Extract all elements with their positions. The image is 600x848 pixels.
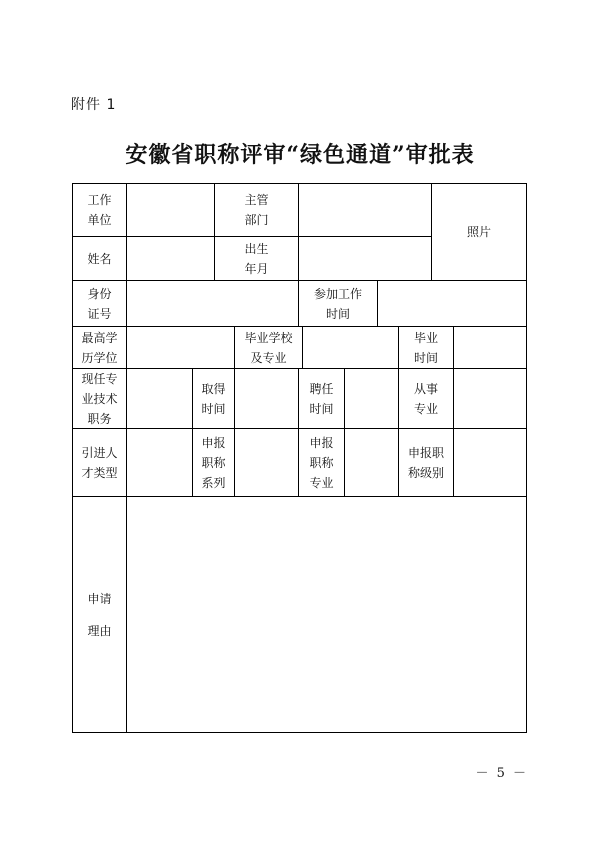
- label-current-title: 现任专 业技术 职务: [81, 371, 118, 426]
- label-work-unit: 工作 单位: [87, 193, 112, 227]
- grid-line: [453, 326, 454, 368]
- label-hire-time: 聘任 时间: [309, 381, 334, 416]
- grid-line: [73, 496, 526, 497]
- label-education: 最高学 历学位: [81, 330, 118, 365]
- grid-line: [234, 368, 235, 496]
- label-school-major: 毕业学校 及专业: [244, 330, 293, 365]
- label-graduation-time: 毕业 时间: [413, 330, 438, 365]
- form-title: 安徽省职称评审“绿色通道”审批表: [125, 142, 475, 168]
- photo-box: 照片: [466, 225, 491, 239]
- approval-form-table: [72, 183, 527, 733]
- grid-line: [126, 184, 127, 732]
- label-supervisor-dept: 主管 部门: [244, 193, 269, 227]
- attachment-label: 附件 1: [71, 97, 117, 113]
- label-talent-type: 引进人 才类型: [81, 445, 118, 480]
- label-id-number: 身份 证号: [87, 286, 112, 321]
- label-declare-series: 申报 职称 系列: [201, 435, 226, 490]
- label-engaged-major: 从事 专业: [413, 381, 438, 416]
- grid-line: [344, 368, 345, 496]
- grid-line: [377, 280, 378, 326]
- label-declare-major: 申报 职称 专业: [309, 435, 334, 490]
- page-number: － 5 －: [475, 766, 528, 781]
- grid-line: [453, 368, 454, 496]
- label-birth-date: 出生 年月: [244, 241, 269, 276]
- label-work-start-time: 参加工作 时间: [313, 286, 362, 321]
- label-application-reason: 申请 理由: [87, 591, 112, 638]
- label-name: 姓名: [87, 251, 112, 266]
- grid-line: [302, 326, 303, 368]
- grid-line: [298, 184, 299, 280]
- label-declare-level: 申报职 称级别: [407, 445, 444, 480]
- label-obtain-time: 取得 时间: [201, 381, 226, 416]
